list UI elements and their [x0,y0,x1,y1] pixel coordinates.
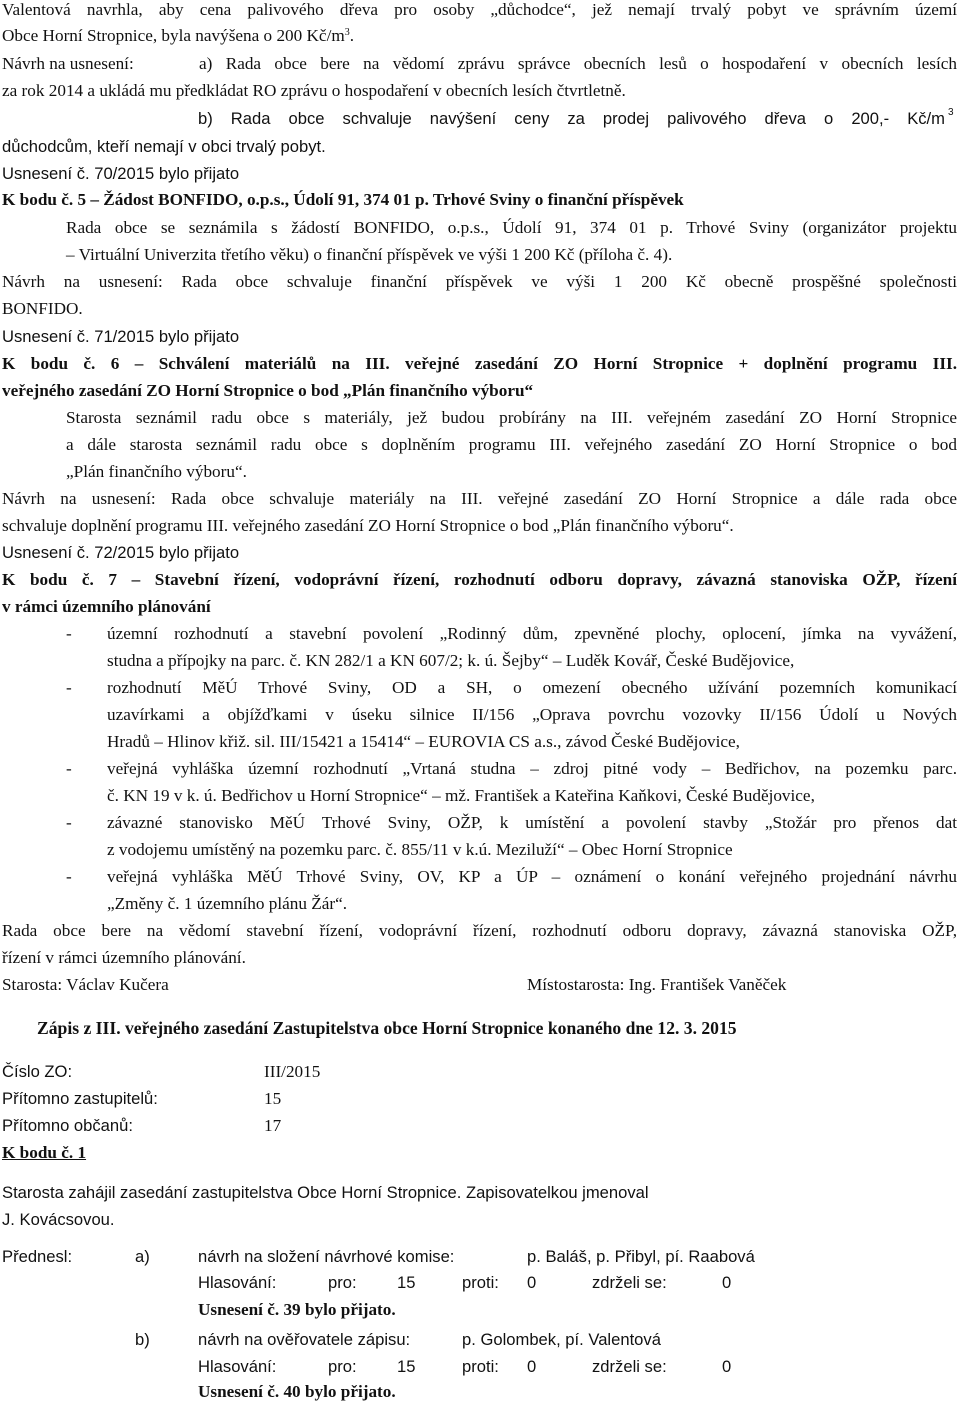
text-line: řízení v rámci územního plánování. [2,948,246,967]
text-span: Obce Horní Stropnice, byla navýšena o 200 Kč/m [2,26,345,45]
section-heading: v rámci územního plánování [2,597,211,616]
list-item: Hradů – Hlinov křiž. sil. III/15421 a 15414“ – EUROVIA CS a.s., závod České Budějovice, [107,732,740,751]
list-item: z vodojemu umístěný na pozemku parc. č. 855/11 v k.ú. Meziluží“ – Obec Horní Stropnice [107,840,733,859]
cislo-value: III/2015 [264,1062,321,1081]
vote-pro-label: pro: [328,1273,357,1292]
item-text: návrh na ověřovatele zápisu: [198,1330,411,1349]
vote-pro-value: 15 [397,1357,416,1376]
vote-label: Hlasování: [198,1357,277,1376]
vote-zdrzeli-label: zdrželi se: [592,1273,667,1292]
vote-pro-label: pro: [328,1357,357,1376]
superscript: 3 [948,107,954,118]
text-line: za rok 2014 a ukládá mu předkládat RO zprávu o hospodaření v obecních lesích čtvrtletně. [2,81,626,100]
vote-proti-value: 0 [527,1357,537,1376]
text-line: Starosta seznámil radu obce s materiály, jež budou probírány na III. veřejném zasedání ZO Horní Stropnice [66,408,957,427]
vote-zdrzeli-value: 0 [722,1273,732,1292]
text-line [2,26,354,46]
list-bullet: - [66,867,72,886]
list-bullet: - [66,813,72,832]
list-item: uzavírkami a objížďkami v úseku silnice II/156 „Oprava povrchu vozovky II/156 Údolí u Nových [107,705,957,724]
intro-line: Starosta zahájil zasedání zastupitelstva Obce Horní Stropnice. Zapisovatelkou jmenoval [2,1183,649,1202]
list-item: č. KN 19 v k. ú. Bedřichov u Horní Stropnice“ – mž. František a Kateřina Kaňkovi, České Budějovice, [107,786,815,805]
section-heading: K bodu č. 7 – Stavební řízení, vodoprávní řízení, rozhodnutí odboru dopravy, závazná stanoviska OŽP, řízení [2,570,957,589]
list-item: „Změny č. 1 územního plánu Žár“. [107,894,348,913]
text-line: Návrh na usnesení: Rada obce schvaluje materiály na III. veřejné zasedání ZO Horní Stropnice a dále rada obce [2,489,957,508]
list-bullet: - [66,624,72,643]
list-item: studna a přípojky na parc. č. KN 282/1 a KN 607/2; k. ú. Šejby“ – Luděk Kovář, České Budějovice, [107,651,795,670]
item-marker: a) [135,1247,150,1266]
list-item: veřejná vyhláška MěÚ Trhové Sviny, OV, KP a ÚP – oznámení o konání veřejného projednání návrhu [107,867,957,886]
list-bullet: - [66,759,72,778]
resolution-text: Usnesení č. 71/2015 bylo přijato [2,327,240,346]
section-heading: veřejného zasedání ZO Horní Stropnice o bod „Plán finančního výboru“ [2,381,534,400]
section-heading: K bodu č. 6 – Schválení materiálů na III. veřejné zasedání ZO Horní Stropnice + doplnění programu III. [2,354,957,373]
vote-proti-value: 0 [527,1273,537,1292]
obcanu-value: 17 [264,1116,282,1135]
signature-deputy: Místostarosta: Ing. František Vaněček [527,975,787,994]
document-title: Zápis z III. veřejného zasedání Zastupitelstva obce Horní Stropnice konaného dne 12. 3. 2015 [37,1018,737,1038]
obcanu-label: Přítomno občanů: [2,1116,133,1135]
signature-mayor: Starosta: Václav Kučera [2,975,169,994]
resolution-accepted: Usnesení č. 39 bylo přijato. [198,1300,396,1319]
text-line: a) Rada obce bere na vědomí zprávu správce obecních lesů o hospodaření v obecních lesích [199,54,957,73]
item-marker: b) [135,1330,150,1349]
text-line: BONFIDO. [2,299,83,318]
list-item: veřejná vyhláška územní rozhodnutí „Vrtaná studna – zdroj pitné vody – Bedřichov, na pozemku parc. [107,759,957,778]
prednesl-label: Přednesl: [2,1247,73,1266]
list-item: územní rozhodnutí a stavební povolení „Rodinný dům, zpevněné plochy, oplocení, jímka na vyvážení, [107,624,957,643]
bod-heading: K bodu č. 1 [2,1143,87,1162]
superscript: 3 [344,27,350,38]
list-item: rozhodnutí MěÚ Trhové Sviny, OD a SH, o omezení obecného užívání pozemních komunikací [107,678,957,697]
text-line: důchodcům, kteří nemají v obci trvalý pobyt. [2,137,326,156]
item-names: p. Golombek, pí. Valentová [462,1330,661,1349]
resolution-accepted: Usnesení č. 40 bylo přijato. [198,1382,396,1401]
zastupitelu-value: 15 [264,1089,282,1108]
vote-zdrzeli-value: 0 [722,1357,732,1376]
resolution-text: Usnesení č. 72/2015 bylo přijato [2,543,240,562]
text-line: Rada obce se seznámila s žádostí BONFIDO, o.p.s., Údolí 91, 374 01 p. Trhové Sviny (organizátor projektu [66,218,957,237]
cislo-label: Číslo ZO: [2,1062,73,1081]
vote-proti-label: proti: [462,1357,499,1376]
text-line: schvaluje doplnění programu III. veřejného zasedání ZO Horní Stropnice o bod „Plán finančního výboru“. [2,516,734,535]
text-line: Návrh na usnesení: [2,54,134,73]
text-line: „Plán finančního výboru“. [66,462,247,481]
text-line: b) Rada obce schvaluje navýšení ceny za prodej palivového dřeva o 200,- Kč/m [198,109,945,128]
text-line: Valentová navrhla, aby cena palivového dřeva pro osoby „důchodce“, jež nemají trvalý pobyt ve správním území [2,0,957,19]
item-names: p. Baláš, p. Přibyl, pí. Raabová [527,1247,755,1266]
item-text: návrh na složení návrhové komise: [198,1247,455,1266]
text-span: . [349,26,355,45]
vote-label: Hlasování: [198,1273,277,1292]
list-item: závazné stanovisko MěÚ Trhové Sviny, OŽP, k umístění a povolení stavby „Stožár pro přenos dat [107,813,957,832]
zastupitelu-label: Přítomno zastupitelů: [2,1089,158,1108]
section-heading: K bodu č. 5 – Žádost BONFIDO, o.p.s., Údolí 91, 374 01 p. Trhové Sviny o finanční příspěvek [2,190,684,209]
text-line: a dále starosta seznámil radu obce s doplněním programu III. veřejného zasedání ZO Horní Stropnice o bod [66,435,957,454]
text-line: Návrh na usnesení: Rada obce schvaluje finanční příspěvek ve výši 1 200 Kč obecně prospěšné společnosti [2,272,957,291]
vote-zdrzeli-label: zdrželi se: [592,1357,667,1376]
text-line: – Virtuální Univerzita třetího věku) o finanční příspěvek ve výši 1 200 Kč (příloha č. 4). [66,245,673,264]
intro-line: J. Kovácsovou. [2,1210,115,1229]
text-line: Rada obce bere na vědomí stavební řízení, vodoprávní řízení, rozhodnutí odboru dopravy, závazná stanoviska OŽP, [2,921,957,940]
vote-pro-value: 15 [397,1273,416,1292]
resolution-text: Usnesení č. 70/2015 bylo přijato [2,164,240,183]
list-bullet: - [66,678,72,697]
vote-proti-label: proti: [462,1273,499,1292]
